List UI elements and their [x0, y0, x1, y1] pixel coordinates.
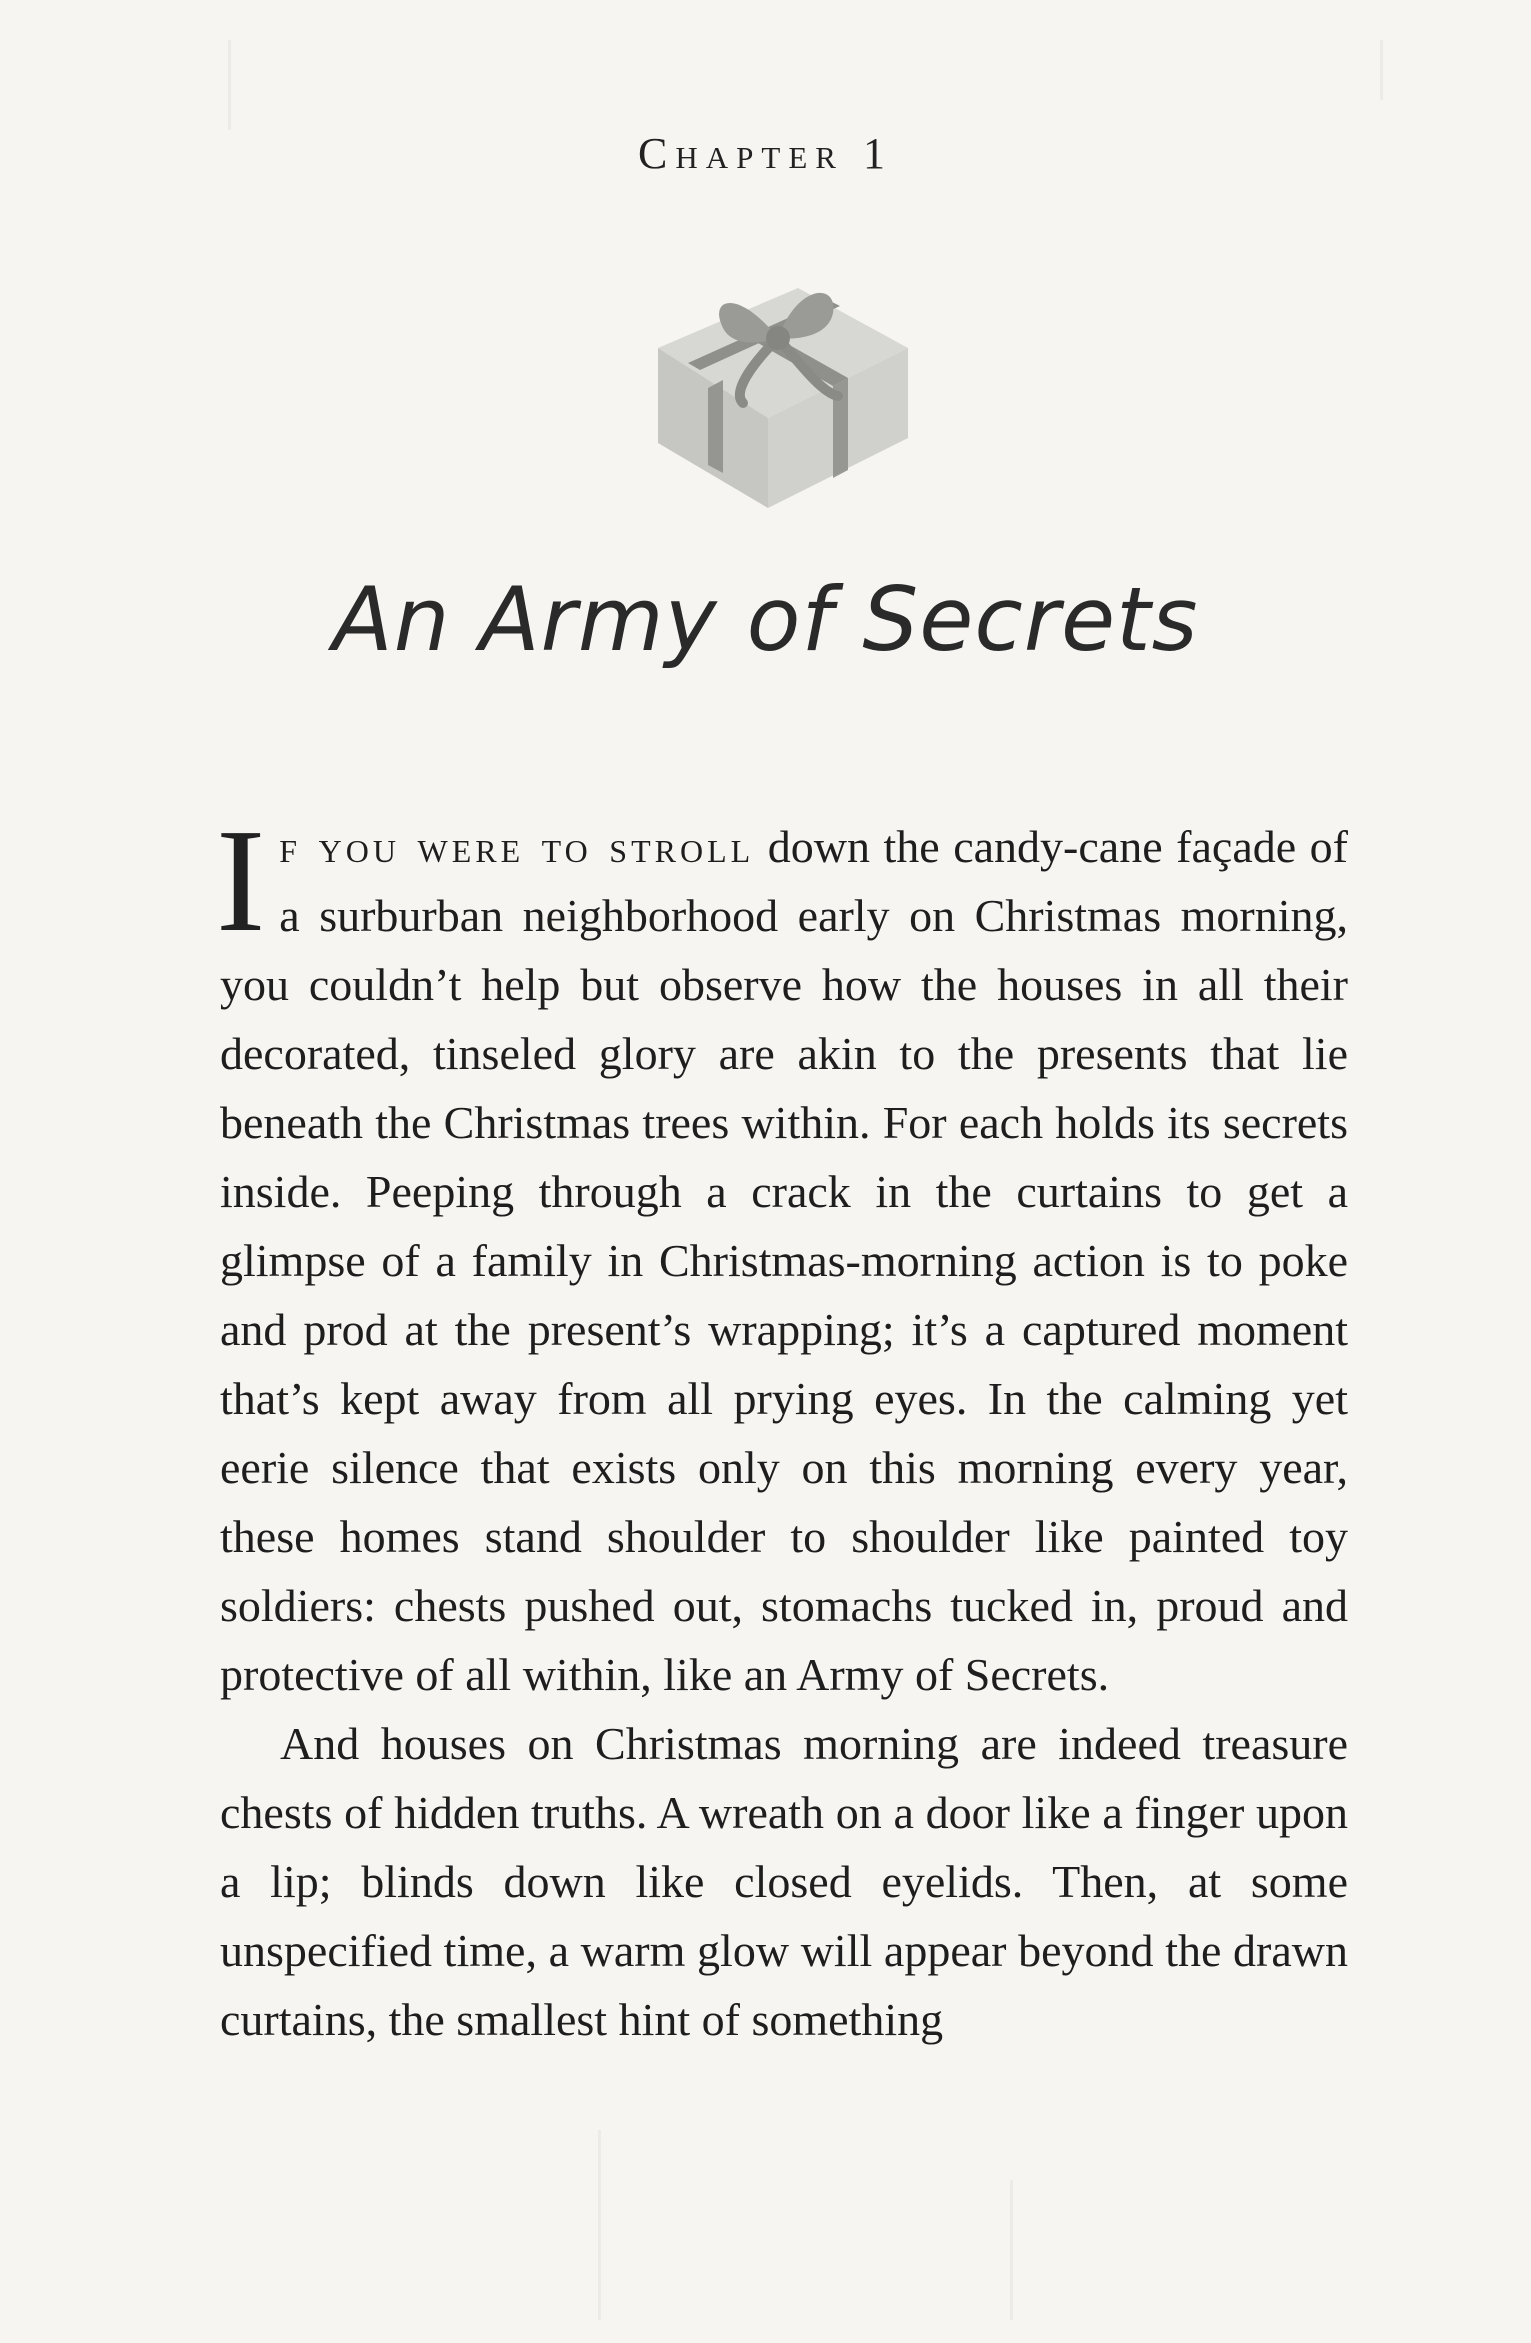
paragraph-2: And houses on Christmas morning are indeed treasure chests of hidden truths. A wreath on a door like a finger upon a lip; blinds down like closed eyelids. Then, at some unspecified time, a warm glow will appear beyond the drawn curtains, the smallest hint of something	[220, 1718, 1348, 2045]
paragraph-1	[216, 799, 1349, 1709]
chapter-body	[216, 799, 1349, 2054]
paragraph-1-text: down the candy-cane façade of a surburban neighborhood early on Christmas morning, you couldn’t help but observe how the houses in all their decorated, tinseled glory are akin to the presents that lie beneath the Christmas trees within. For each holds its secrets inside. Peeping through a crack in the curtains to get a glimpse of a family in Christmas-morning action is to poke and prod at the present’s wrapping; it’s a captured moment that’s kept away from all prying eyes. In the calming yet eerie silence that exists only on this morning every year, these homes stand shoulder to shoulder like painted toy soldiers: chests pushed out, stomachs tucked in, proud and protective of all within, like an Army of Secrets.	[220, 821, 1349, 1700]
bleed-through-line	[1010, 2180, 1013, 2320]
chapter-title: An Army of Secrets	[332, 568, 1199, 671]
bleed-through-line	[1380, 40, 1383, 100]
lead-in: f you were to stroll	[279, 821, 755, 872]
chapter-label: Chapter 1	[638, 129, 893, 178]
bleed-through-line	[598, 2130, 601, 2320]
bleed-through-line	[228, 40, 231, 130]
drop-cap: I	[216, 799, 266, 963]
gift-box-icon	[628, 228, 928, 528]
